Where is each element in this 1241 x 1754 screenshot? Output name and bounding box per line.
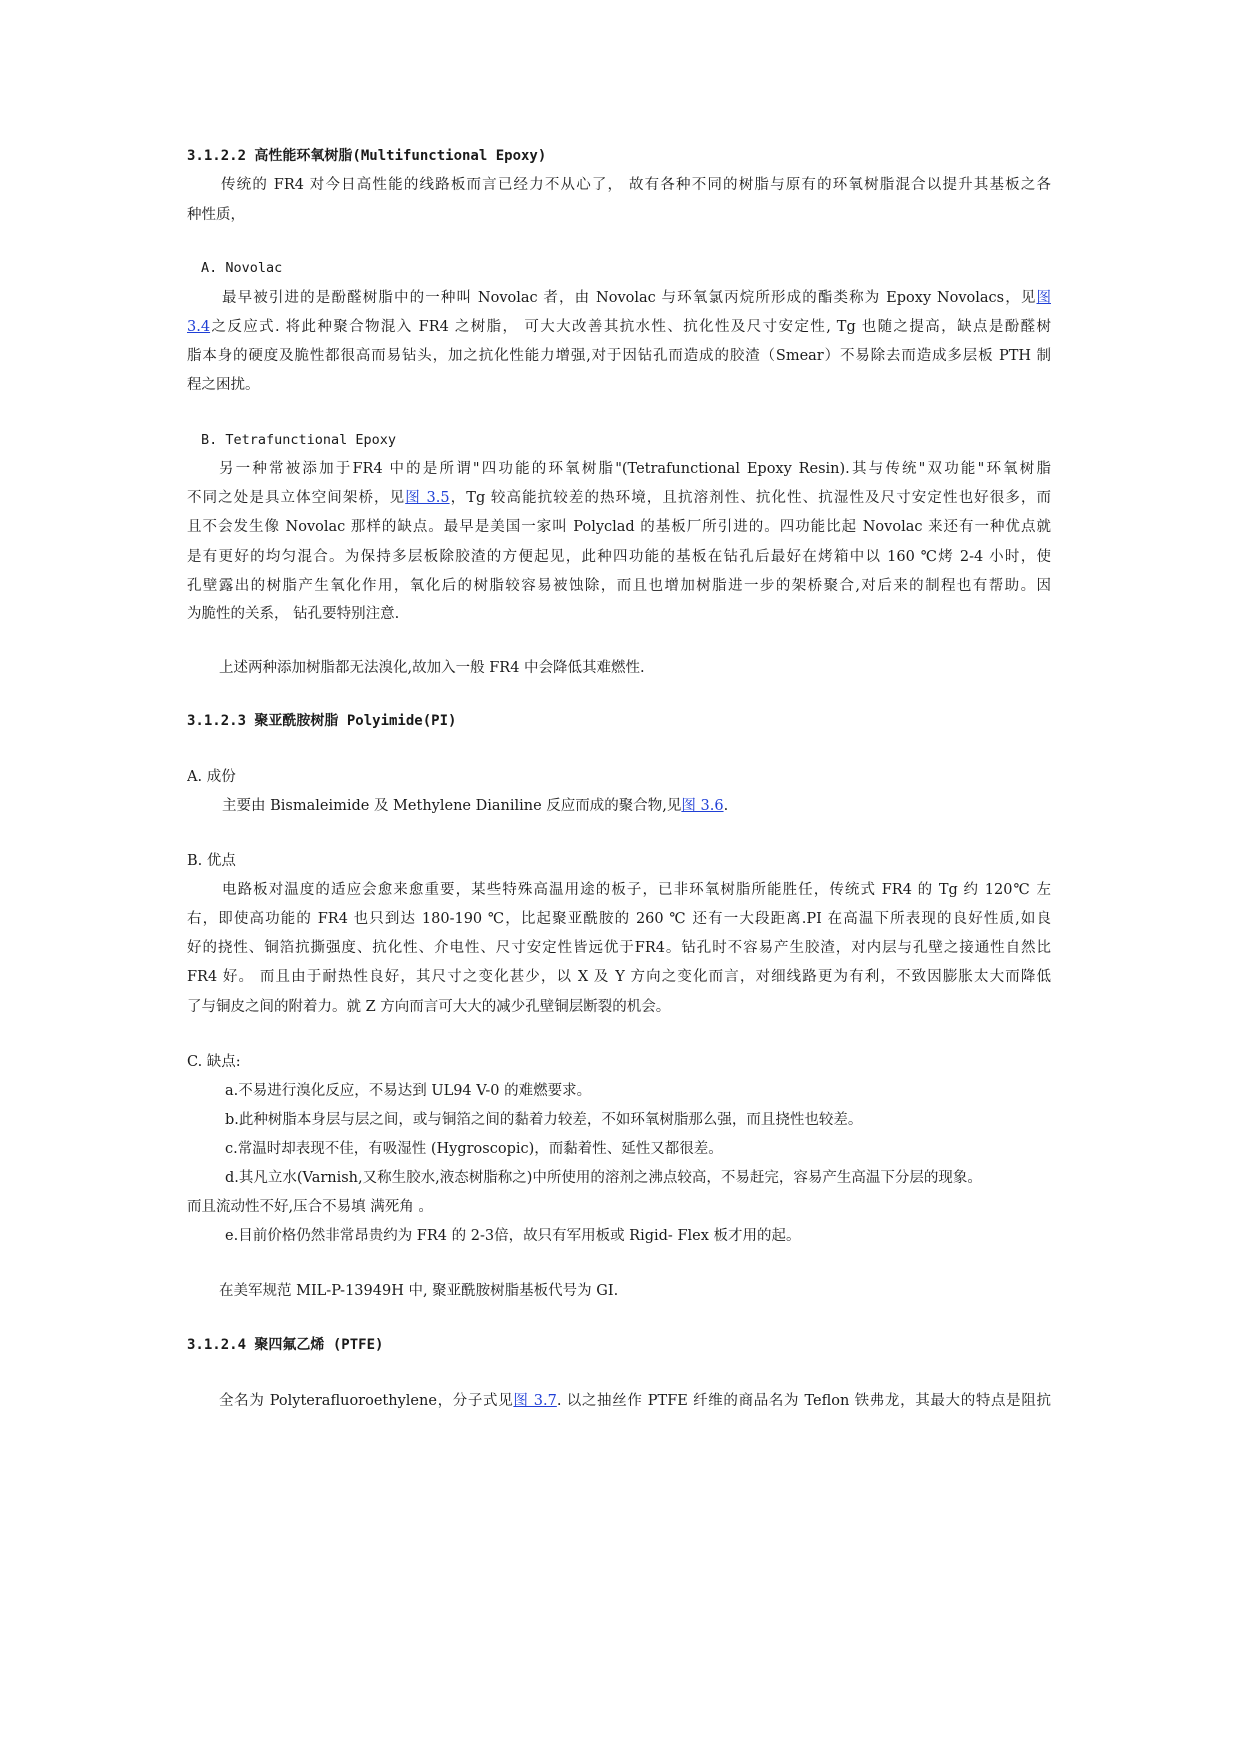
summary-paragraph: 上述两种添加树脂都无法溴化,故加入一般 FR4 中会降低其难燃性. — [219, 660, 645, 676]
paragraph-line: 右，即使高功能的 FR4 也只到达 180-190 ℃，比起聚亚酰胺的 260 ℃ 还有一大段距离.PI 在高温下所表现的良好性质,如良 — [187, 911, 1051, 927]
paragraph-line: 种性质， — [187, 207, 245, 223]
list-item: b.此种树脂本身层与层之间，或与铜箔之间的黏着力较差，不如环氧树脂那么强，而且挠性也较差。 — [225, 1112, 863, 1128]
paragraph-line: 在美军规范 MIL-P-13949H 中, 聚亚酰胺树脂基板代号为 GI. — [219, 1283, 619, 1299]
list-title-composition: A. 成份 — [187, 769, 236, 785]
paragraph-text: . 以之抽丝作 PTFE 纤维的商品名为 Teflon 铁弗龙，其最大的特点是阻抗 — [556, 1393, 1051, 1409]
paragraph-line: 脂本身的硬度及脆性都很高而易钻头，加之抗化性能力增强,对于因钻孔而造成的胶渣（Smear）不易除去而造成多层板 PTH 制 — [187, 348, 1051, 364]
paragraph-line: 为脆性的关系， 钻孔要特别注意. — [187, 606, 400, 622]
paragraph-text: 主要由 Bismaleimide 及 Methylene Dianiline 反应而成的聚合物,见 — [222, 798, 682, 814]
paragraph-line: FR4 好。 而且由于耐热性良好，其尺寸之变化甚少，以 X 及 Y 方向之变化而言，对细线路更为有利，不致因膨胀太大而降低 — [187, 969, 1051, 985]
paragraph-text: ，Tg 较高能抗较差的热环境，且抗溶剂性、抗化性、抗湿性及尺寸安定性也好很多，而 — [449, 490, 1051, 506]
paragraph-line — [187, 790, 1086, 823]
figure-link-3-5[interactable]: 图 3.5 — [405, 490, 450, 506]
paragraph-text: 不同之处是具立体空间架桥，见 — [187, 490, 406, 506]
figure-link-3-4-part2[interactable]: 3.4 — [187, 319, 211, 335]
section-heading-3-1-2-4: 3.1.2.4 聚四氟乙烯 (PTFE) — [187, 1337, 384, 1353]
paragraph-text: 最早被引进的是酚醛树脂中的一种叫 Novolac 者，由 Novolac 与环氧氯丙烷所形成的酯类称为 Epoxy Novolacs，见 — [222, 290, 1037, 306]
list-item: e.目前价格仍然非常昂贵约为 FR4 的 2-3倍，故只有军用板或 Rigid- Flex 板才用的起。 — [225, 1228, 801, 1244]
paragraph-line: 好的挠性、铜箔抗撕强度、抗化性、介电性、尺寸安定性皆远优于FR4。钻孔时不容易产生胶渣，对内层与孔壁之接通性自然比 — [187, 940, 1051, 956]
paragraph-text: . — [723, 798, 729, 814]
list-item: d.其凡立水(Varnish,又称生胶水,液态树脂称之)中所使用的溶剂之沸点较高，不易赶完，容易产生高温下分层的现象。 — [225, 1170, 982, 1186]
list-title-advantages: B. 优点 — [187, 853, 236, 869]
paragraph-text: 全名为 Polyterafluoroethylene，分子式见 — [219, 1393, 514, 1409]
figure-link-3-4-part1[interactable]: 图 — [1036, 290, 1051, 306]
paragraph-line: 孔壁露出的树脂产生氧化作用，氧化后的树脂较容易被蚀除，而且也增加树脂进一步的架桥聚合,对后来的制程也有帮助。因 — [187, 578, 1051, 594]
subsection-title-novolac: A. Novolac — [201, 260, 283, 276]
list-item: c.常温时却表现不佳，有吸湿性 (Hygroscopic)，而黏着性、延性又都很差。 — [225, 1141, 723, 1157]
list-item: a.不易进行溴化反应，不易达到 UL94 V-0 的难燃要求。 — [225, 1083, 592, 1099]
subsection-title-tetrafunctional: B. Tetrafunctional Epoxy — [201, 432, 397, 448]
paragraph-line: 了与铜皮之间的附着力。就 Z 方向而言可大大的减少孔壁铜层断裂的机会。 — [187, 999, 671, 1015]
paragraph-line: 传统的 FR4 对今日高性能的线路板而言已经力不从心了， 故有各种不同的树脂与原有的环氧树脂混合以提升其基板之各 — [221, 177, 1051, 193]
paragraph-line: 且不会发生像 Novolac 那样的缺点。最早是美国一家叫 Polyclad 的基板厂所引进的。四功能比起 Novolac 来还有一种优点就 — [187, 519, 1051, 535]
paragraph-line: 电路板对温度的适应会愈来愈重要，某些特殊高温用途的板子，已非环氧树脂所能胜任，传统式 FR4 的 Tg 约 120℃ 左 — [222, 882, 1051, 898]
section-heading-3-1-2-3: 3.1.2.3 聚亚酰胺树脂 Polyimide(PI) — [187, 713, 457, 729]
paragraph-line — [187, 1385, 1051, 1418]
section-heading-3-1-2-2: 3.1.2.2 高性能环氧树脂(Multifunctional Epoxy) — [187, 148, 547, 164]
list-title-disadvantages: C. 缺点: — [187, 1054, 241, 1070]
list-item-continuation: 而且流动性不好,压合不易填 满死角 。 — [187, 1199, 433, 1215]
figure-link-3-7[interactable]: 图 3.7 — [513, 1393, 557, 1409]
figure-link-3-6[interactable]: 图 3.6 — [681, 798, 724, 814]
paragraph-line: 另一种常被添加于FR4 中的是所谓"四功能的环氧树脂"(Tetrafunctional Epoxy Resin).其与传统"双功能"环氧树脂 — [219, 461, 1051, 477]
paragraph-line: 程之困扰。 — [187, 377, 260, 393]
paragraph-line: 是有更好的均匀混合。为保持多层板除胶渣的方便起见，此种四功能的基板在钻孔后最好在烤箱中以 160 ℃烤 2-4 小时，使 — [187, 549, 1051, 565]
paragraph-text: 之反应式. 将此种聚合物混入 FR4 之树脂， 可大大改善其抗水性、抗化性及尺寸安定性, Tg 也随之提高，缺点是酚醛树 — [210, 319, 1051, 335]
